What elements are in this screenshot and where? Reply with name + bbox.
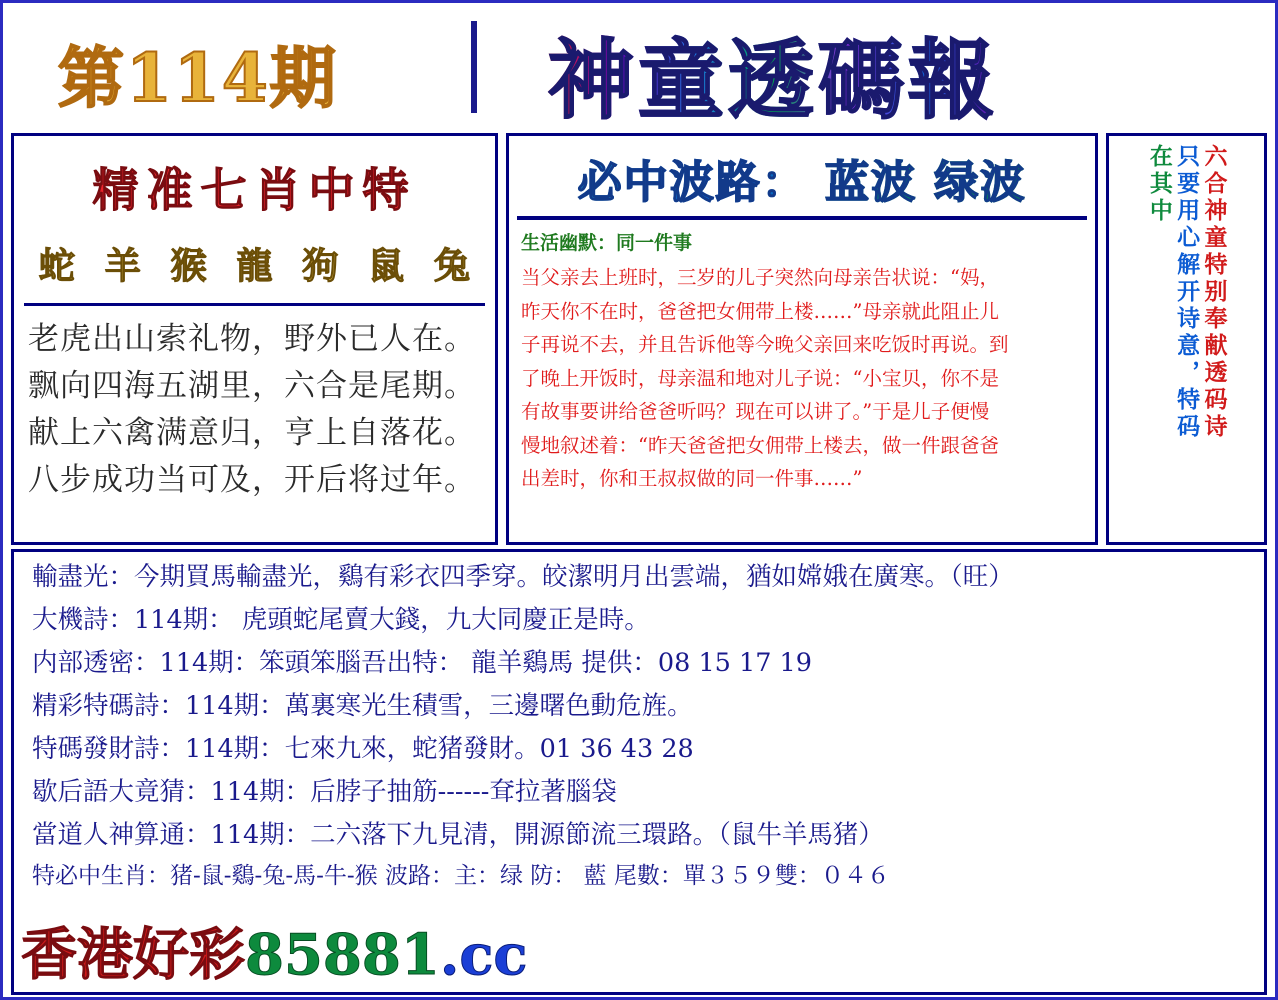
bottom-row: 歇后語大竟猜：114期：后脖子抽筋------耷拉著腦袋 [32, 777, 617, 808]
zodiac-item: 羊 [104, 245, 141, 287]
right-panel [1106, 133, 1267, 545]
divider [517, 216, 1087, 220]
joke-line: 有故事要讲给爸爸听吗？现在可以讲了。”于是儿子便慢 [521, 400, 990, 424]
joke-body [521, 261, 1085, 496]
mid-panel [506, 133, 1098, 545]
wave-route-heading: 必中波路： 蓝波 绿波 [509, 146, 1095, 210]
joke-line: 了晚上开饭时，母亲温和地对儿子说：“小宝贝，你不是 [521, 366, 999, 390]
issue-number: 第114期 [58, 39, 338, 117]
left-panel [11, 133, 498, 545]
divider [24, 303, 485, 306]
zodiac-item: 兔 [433, 245, 470, 287]
left-panel-heading: 精准七肖中特 [92, 163, 417, 217]
joke-line: 出差时，你和王叔叔做的同一件事……” [521, 467, 863, 491]
zodiac-item: 猴 [170, 245, 207, 287]
watermark-number: 85881 [245, 922, 440, 988]
header [3, 3, 1275, 131]
poem-block [28, 316, 481, 504]
bottom-footer: 特必中生肖：猪-鼠-鷄-兔-馬-牛-猴 波路：主：绿 防： 藍 尾數：單３５９雙：０４６ [32, 862, 890, 889]
zodiac-item: 龍 [236, 245, 273, 287]
watermark-domain: .cc [439, 922, 528, 988]
watermark-site-name: 香港好彩 [21, 922, 245, 988]
zodiac-item: 鼠 [368, 245, 405, 287]
joke-line: 昨天你不在时，爸爸把女佣带上楼……”母亲就此阻止儿 [521, 299, 999, 323]
zodiac-item: 狗 [302, 245, 339, 287]
joke-line: 慢地叙述着：“昨天爸爸把女佣带上楼去，做一件跟爸爸 [521, 433, 999, 457]
joke-line: 子再说不去，并且告诉他等今晚父亲回来吃饭时再说。到 [521, 333, 1009, 357]
vertical-text-line: 六合神童特别奉献透码诗 [1200, 144, 1228, 441]
mid-section [11, 133, 1267, 545]
joke-line: 当父亲去上班时，三岁的儿子突然向母亲告状说：“妈， [521, 266, 999, 289]
poem-line: 献上六禽满意归，亨上自落花。 [28, 415, 476, 452]
bottom-row: 當道人神算通：114期：二六落下九見清，開源節流三環路。（鼠牛羊馬猪） [32, 820, 884, 851]
vertical-text-line: 只要用心解开诗意，特码 [1173, 144, 1201, 441]
poem-line: 飘向四海五湖里，六合是尾期。 [28, 368, 476, 405]
bottom-row: 輸盡光：今期買馬輸盡光，鷄有彩衣四季穿。皎潔明月出雲端，猶如嫦娥在廣寒。（旺） [32, 562, 1014, 592]
poem-line: 八步成功当可及，开后将过年。 [28, 462, 476, 499]
page-title: 神童透碼報 [548, 11, 998, 135]
vertical-text-group [1109, 136, 1264, 542]
poem-line: 老虎出山索礼物，野外已人在。 [28, 321, 476, 357]
bottom-row: 特碼發財詩：114期：七來九來，蛇猪發財。01 36 43 28 [32, 734, 694, 765]
bottom-panel [11, 549, 1267, 995]
zodiac-row [14, 238, 495, 289]
header-divider [471, 21, 477, 113]
zodiac-item: 蛇 [38, 245, 75, 287]
vertical-text-line: 在其中 [1145, 144, 1173, 225]
bottom-row: 精彩特碼詩：114期：萬裏寒光生積雪，三邊曙色動危旌。 [32, 691, 693, 722]
joke-title: 生活幽默：同一件事 [521, 232, 693, 254]
bottom-row: 大機詩：114期： 虎頭蛇尾賣大錢，九大同慶正是時。 [32, 605, 650, 636]
bottom-row: 内部透密：114期：笨頭笨腦吾出特： 龍羊鷄馬 提供：08 15 17 19 [32, 648, 812, 679]
